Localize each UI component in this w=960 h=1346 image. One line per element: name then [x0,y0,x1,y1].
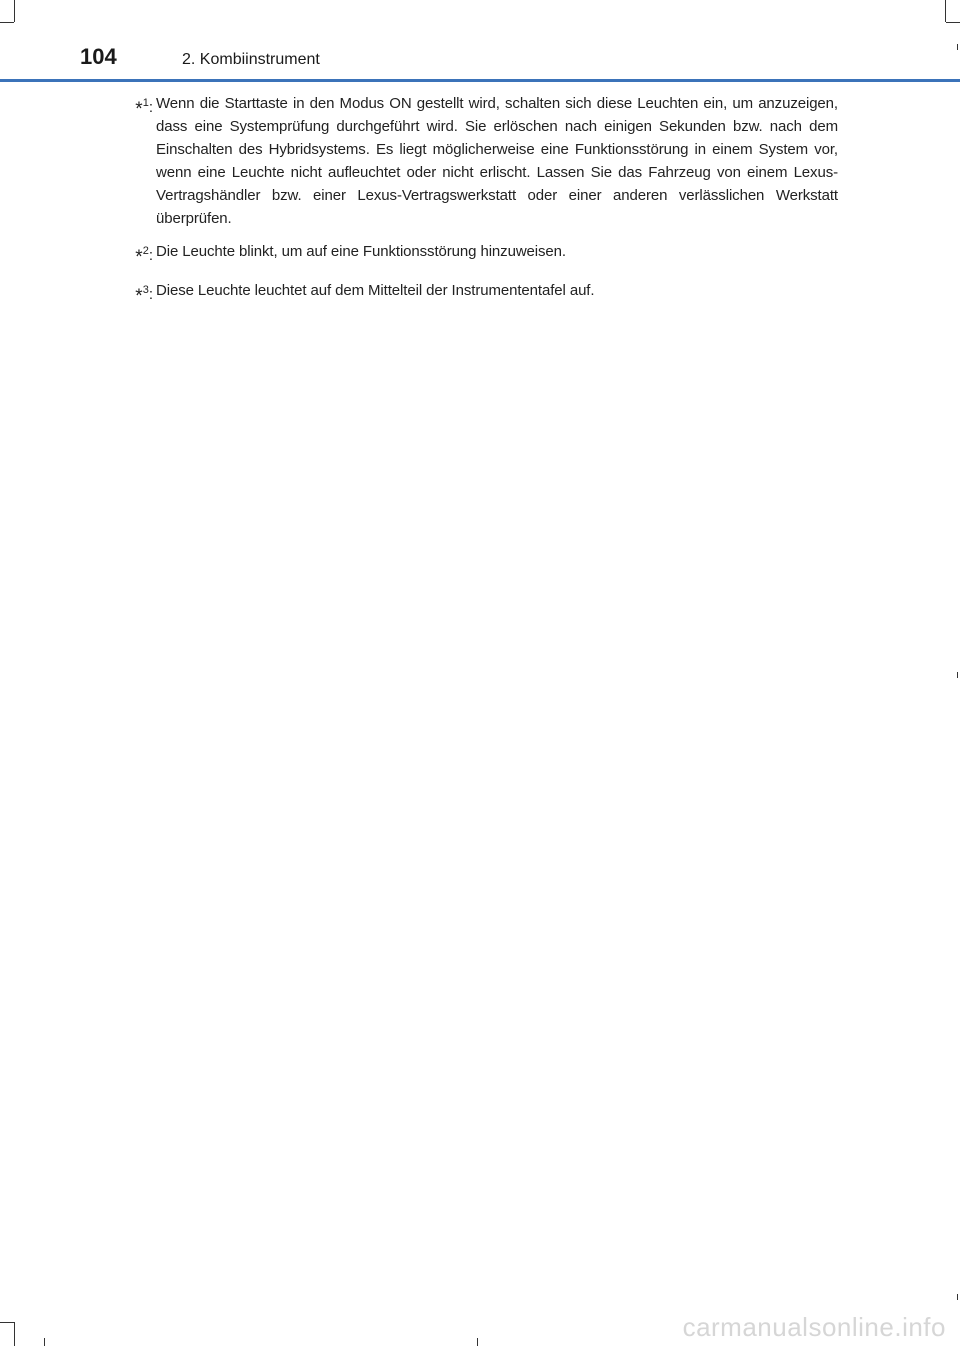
crop-mark [957,1294,958,1300]
footnote-colon: : [148,286,153,303]
crop-mark [957,672,958,678]
crop-mark [0,1322,14,1323]
footnote-text: Diese Leuchte leuchtet auf dem Mittelteil der Instrumententafel auf. [156,282,595,299]
footnote-number: 2 [142,245,149,257]
crop-mark [0,22,14,23]
footnote-1 [120,92,838,230]
footnote-text: Wenn die Starttaste in den Modus ON gestellt wird, schalten sich diese Leuchten ein, um anzuzeigen, dass eine Systemprüfung durchgeführt wird. Sie erlöschen nach einigen Sekunden bzw. nach dem Einschalten des Hybridsystems. Es liegt möglicherweise eine Funktionsstörung in einem System vor, wenn eine Leuchte nicht aufleuchtet oder nicht erlischt. Lassen Sie das Fahrzeug von einem Lexus-Vertragshändler bzw. einer Lexus-Vertragswerkstatt oder einer anderen verlässlichen Werkstatt überprüfen. [156,95,838,227]
footnote-star: * [135,286,143,307]
crop-mark [44,1338,45,1346]
crop-mark [14,1322,15,1346]
footnote-2 [120,240,838,269]
header-rule [0,79,960,82]
footnote-list [120,92,838,318]
crop-mark [14,0,15,22]
crop-mark [946,22,960,23]
footnote-text: Die Leuchte blinkt, um auf eine Funktionsstörung hinzuweisen. [156,243,566,260]
footnote-number: 1 [142,97,149,109]
footnote-colon: : [148,247,153,264]
footnote-star: * [135,99,143,120]
footnote-colon: : [148,99,153,116]
footnote-number: 3 [142,284,149,296]
crop-mark [945,0,946,22]
footnote-marker [120,240,156,269]
section-title: 2. Kombiinstrument [182,51,320,68]
footer-watermark: carmanualsonline.info [682,1312,946,1342]
footnote-3 [120,279,838,308]
page-number: 104 [80,44,117,69]
footnote-star: * [135,247,143,268]
page-header [0,40,960,82]
crop-mark [477,1338,478,1346]
footnote-marker [120,279,156,308]
footnote-marker [120,92,156,121]
